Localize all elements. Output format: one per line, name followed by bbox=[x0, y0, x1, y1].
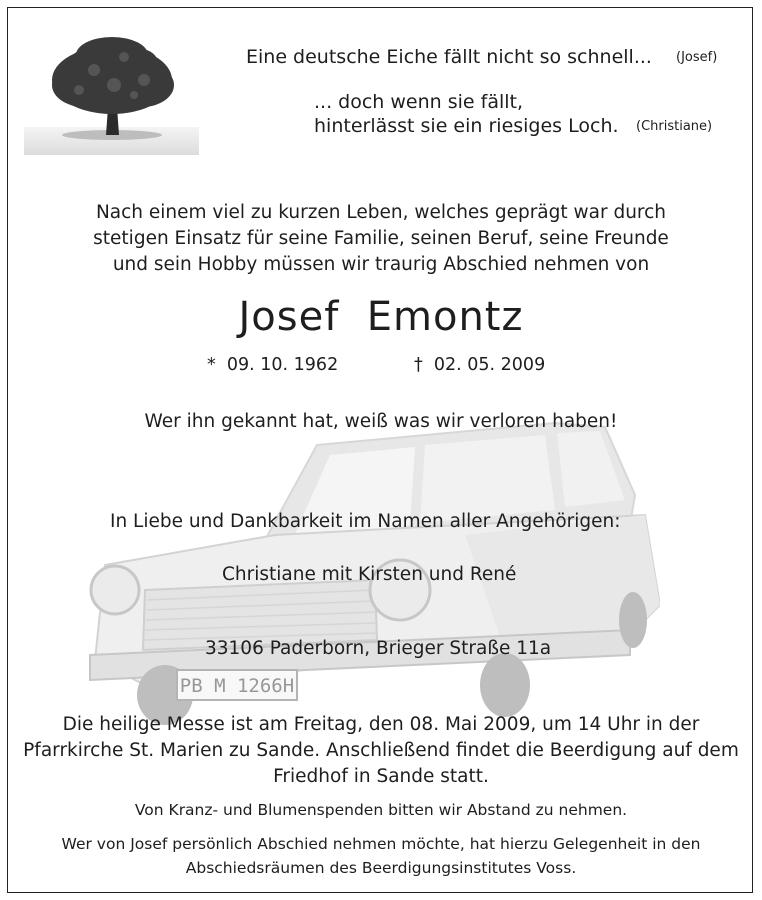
service-line-3: Friedhof in Sande statt. bbox=[273, 766, 489, 787]
mourners-names: Christiane mit Kirsten und René bbox=[222, 564, 517, 585]
intro-line-2: stetigen Einsatz für seine Familie, seinen Beruf, seine Freunde bbox=[93, 228, 669, 249]
mourners-intro: In Liebe und Dankbarkeit im Namen aller Angehörigen: bbox=[110, 511, 621, 532]
quote-author-2: (Christiane) bbox=[636, 119, 713, 134]
service-line-1: Die heilige Messe ist am Freitag, den 08. Mai 2009, um 14 Uhr in der bbox=[62, 714, 700, 735]
service-line-2: Pfarrkirche St. Marien zu Sande. Anschließend findet die Beerdigung auf dem bbox=[23, 740, 739, 761]
oak-tree-icon bbox=[24, 35, 199, 155]
intro-line-1: Nach einem viel zu kurzen Leben, welches geprägt war durch bbox=[95, 202, 667, 223]
quote-line-2: ... doch wenn sie fällt, bbox=[314, 91, 524, 113]
death-date: † 02. 05. 2009 bbox=[414, 355, 546, 375]
farewell-line-1: Wer von Josef persönlich Abschied nehmen möchte, hat hierzu Gelegenheit in den bbox=[61, 835, 701, 853]
deceased-name: Josef Emontz bbox=[238, 294, 524, 340]
flowers-note: Von Kranz- und Blumenspenden bitten wir Abstand zu nehmen. bbox=[134, 801, 628, 819]
quote-line-3: hinterlässt sie ein riesiges Loch. bbox=[314, 115, 619, 137]
intro-line-3: und sein Hobby müssen wir traurig Abschied nehmen von bbox=[112, 254, 650, 275]
birth-date: * 09. 10. 1962 bbox=[207, 355, 339, 375]
mourners-address: 33106 Paderborn, Brieger Straße 11a bbox=[205, 638, 552, 659]
license-plate: PB M 1266H bbox=[179, 675, 295, 697]
quote-line-1: Eine deutsche Eiche fällt nicht so schnell... bbox=[246, 46, 652, 68]
quote-author-1: (Josef) bbox=[676, 50, 718, 65]
farewell-line-2: Abschiedsräumen des Beerdigungsinstitutes Voss. bbox=[185, 859, 577, 877]
motto: Wer ihn gekannt hat, weiß was wir verloren haben! bbox=[144, 411, 618, 432]
